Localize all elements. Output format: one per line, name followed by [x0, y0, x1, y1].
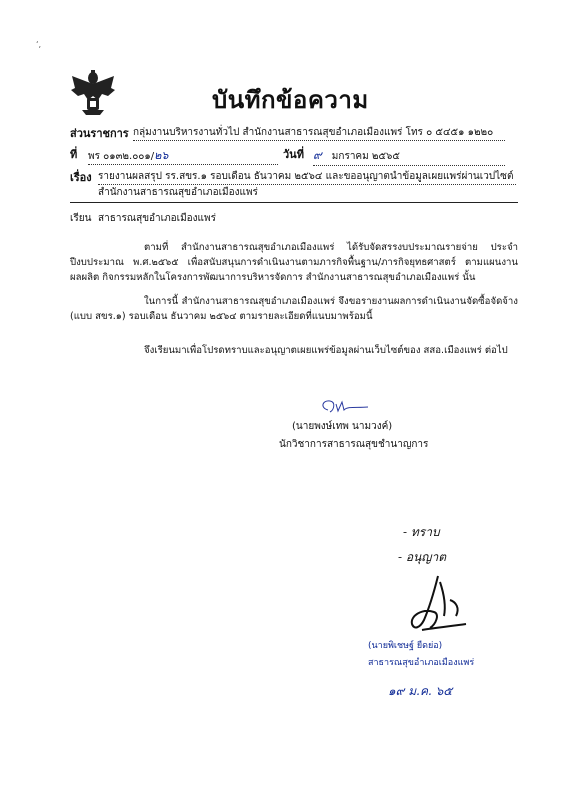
approval-note-1: - ทราบ [403, 525, 440, 539]
ref-handwritten: ๒๖ [154, 149, 169, 162]
signer-name: (นายพงษ์เทพ นามวงค์) [292, 421, 393, 432]
date-handwritten: ๙ [313, 148, 322, 162]
date-value-line [313, 146, 505, 166]
approver-position: สาธารณสุขอำเภอเมืองแพร่ [368, 658, 475, 668]
approval-date: ๑๙ ม.ค. ๖๕ [388, 684, 453, 698]
date-label: วันที่ [283, 148, 304, 161]
agency-value: กลุ่มงานบริหารงานทั่วไป สำนักงานสาธารณสุขอำเภอเมืองแพร่ โทร ๐ ๕๔๕๑ ๑๒๒๐ [133, 125, 505, 141]
signer-position: นักวิชาการสาธารณสุขชำนาญการ [279, 439, 429, 450]
to-value: สาธารณสุขอำเภอเมืองแพร่ [98, 213, 216, 224]
approval-note-2: - อนุญาต [398, 550, 447, 564]
approver-signature-icon [400, 572, 470, 634]
ref-label: ที่ [70, 148, 78, 161]
scan-mark: ‘‚ [36, 40, 42, 49]
subject-label: เรื่อง [70, 171, 92, 184]
paragraph-2: ในการนี้ สำนักงานสาธารณสุขอำเภอเมืองแพร่ จึงขอรายงานผลการดำเนินงานจัดซื้อจัดจ้าง (แบบ สขร.๑) รอบเดือน ธันวาคม ๒๕๖๔ ตามรายละเอียดที่แนบมาพร้อมนี้ [70, 296, 518, 322]
memo-title: บันทึกข้อความ [212, 86, 369, 114]
subject-continued: สำนักงานสาธารณสุขอำเภอเมืองแพร่ [98, 187, 258, 198]
paragraph-3: จึงเรียนมาเพื่อโปรดทราบและอนุญาตเผยแพร่ข้อมูลผ่านเว็บไซต์ของ สสอ.เมืองแพร่ ต่อไป [144, 345, 508, 356]
ref-value: พร ๐๑๓๒.๐๐๑/ [88, 151, 155, 162]
approver-name: (นายพิเชษฐ์ ยืดย่อ) [368, 641, 443, 651]
garuda-emblem-icon [70, 68, 116, 116]
to-label: เรียน [70, 213, 92, 224]
ref-value-line [88, 146, 278, 165]
writer-signature-icon [316, 396, 372, 418]
paragraph-1: ตามที่ สำนักงานสาธารณสุขอำเภอเมืองแพร่ ได้รับจัดสรรงบประมาณรายจ่าย ประจำปีงบประมาณ พ.ศ.๒๕๖๕ เพื่อสนับสนุนการดำเนินงานตามภารกิจพื้นฐาน/ภารกิจยุทธศาสตร์ ตามแผนงานผลผลิต กิจกรรมหลักในโครงการพัฒนาการบริหารจัดการ สำนักงานสาธารณสุขอำเภอเมืองแพร่ นั้น [70, 242, 518, 283]
agency-label: ส่วนราชการ [70, 127, 129, 140]
header-divider [70, 202, 518, 203]
date-value: มกราคม ๒๕๖๕ [331, 151, 400, 162]
subject-value: รายงานผลสรุป รร.สขร.๑ รอบเดือน ธันวาคม ๒๕๖๔ และขออนุญาตนำข้อมูลเผยแพร่ผ่านเวปไซต์ [98, 169, 516, 185]
